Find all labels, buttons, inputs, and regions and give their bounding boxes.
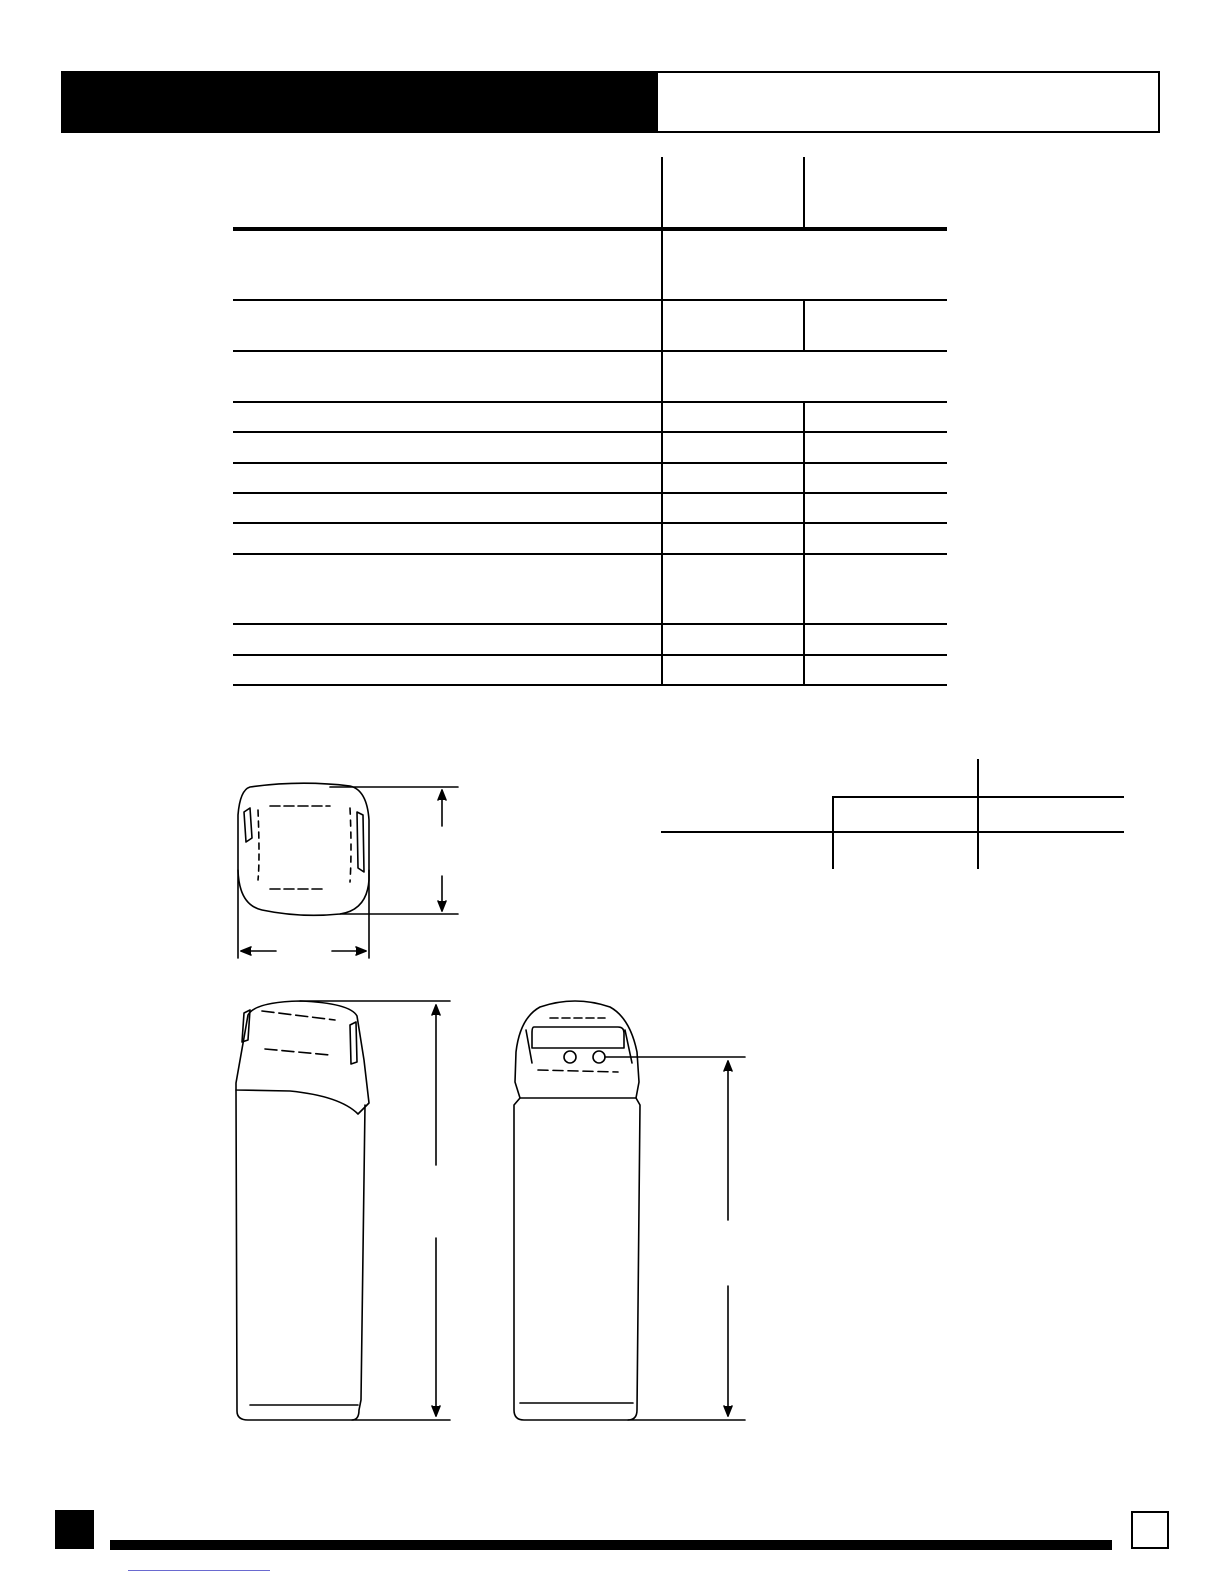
- footer-page-marker: [55, 1510, 94, 1549]
- softener-top-view-drawing: [238, 783, 458, 958]
- footer-box: [1131, 1511, 1169, 1549]
- softener-side-view-drawing: [236, 1001, 450, 1420]
- footer-rule: [110, 1540, 1112, 1550]
- footer-link[interactable]: [128, 1570, 270, 1571]
- softener-front-view-drawing: [514, 1001, 745, 1420]
